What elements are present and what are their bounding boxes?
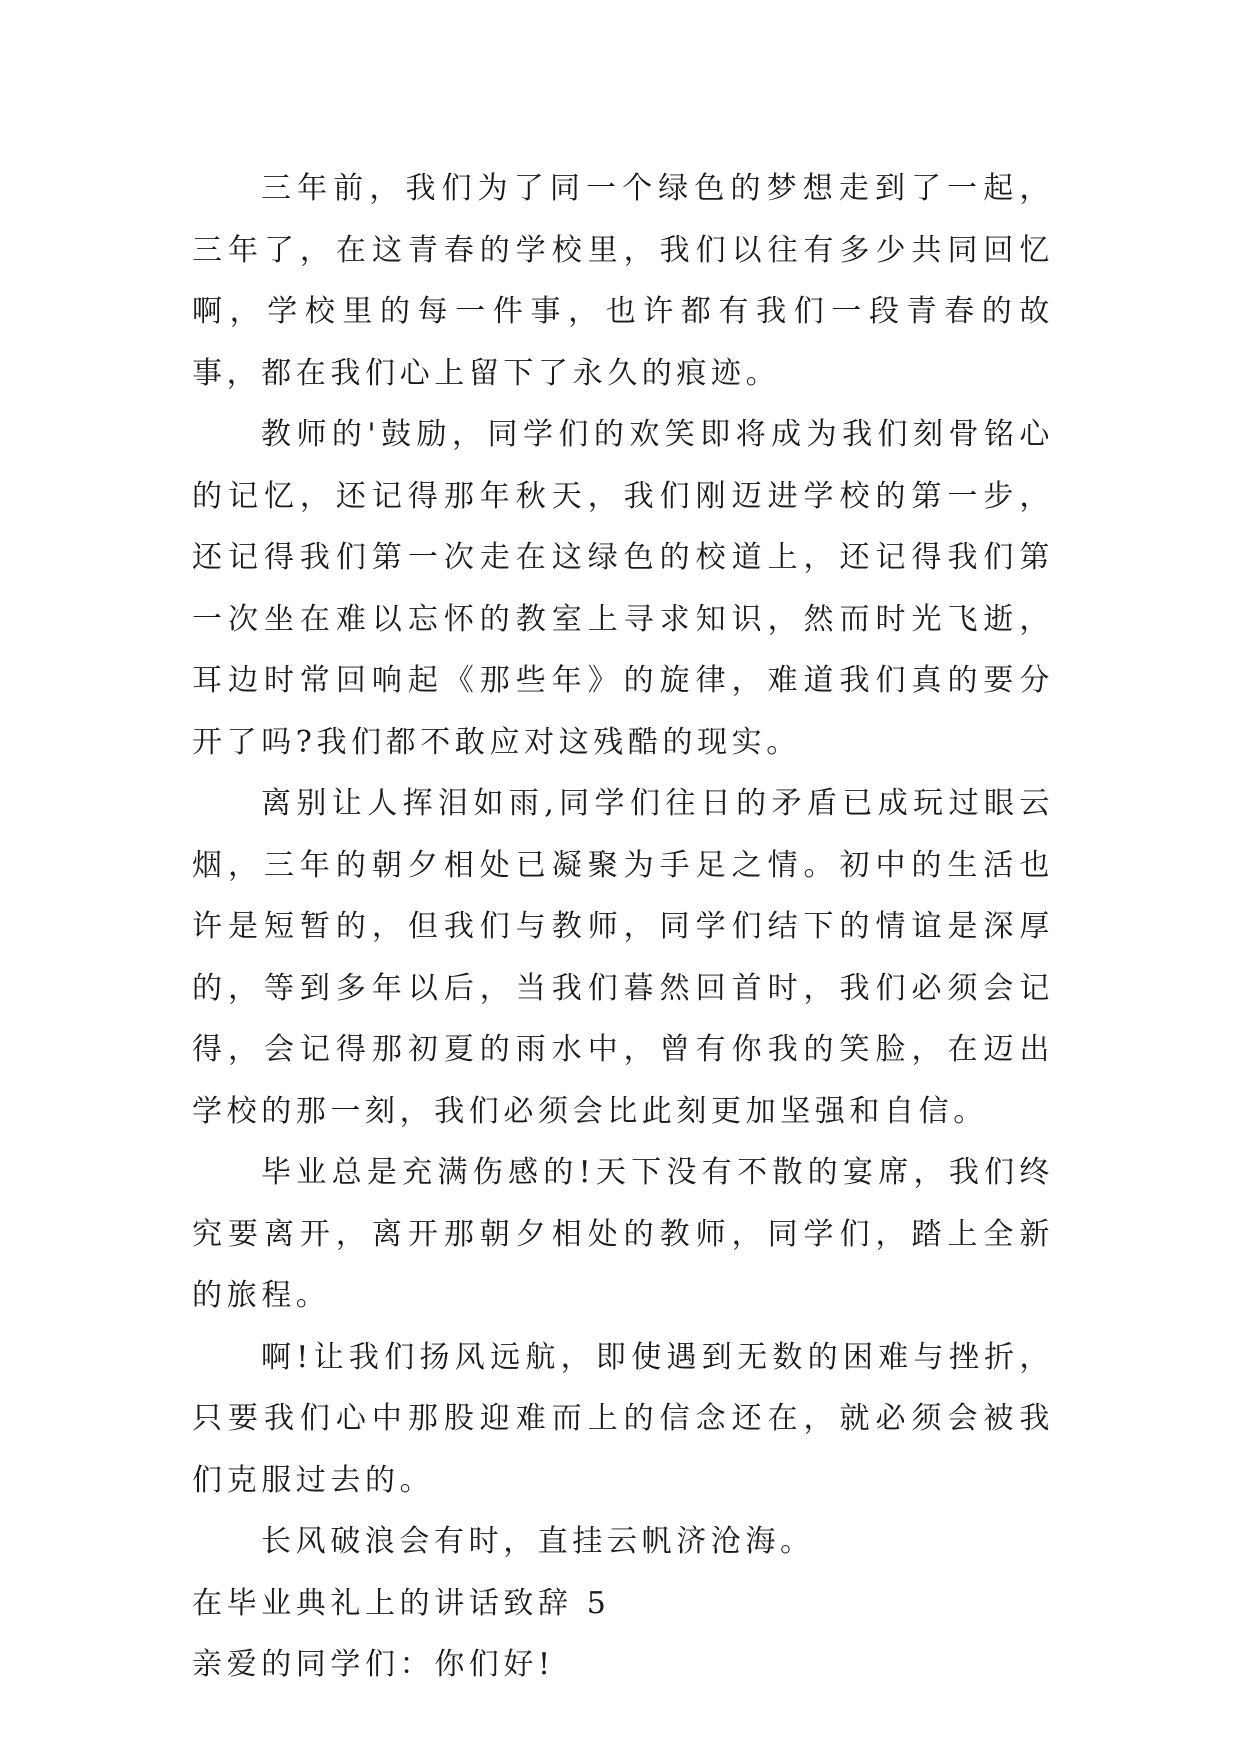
paragraph-1: 三年前，我们为了同一个绿色的梦想走到了一起，三年了，在这青春的学校里，我们以往有多少共同回忆啊，学校里的每一件事，也许都有我们一段青春的故事，都在我们心上留下了永久的痕迹。 xyxy=(192,171,1054,391)
paragraph-6: 长风破浪会有时，直挂云帆济沧海。 xyxy=(261,1524,815,1559)
paragraph-2: 教师的'鼓励，同学们的欢笑即将成为我们刻骨铭心的记忆，还记得那年秋天，我们刚迈进学校的第一步，还记得我们第一次走在这绿色的校道上，还记得我们第一次坐在难以忘怀的教室上寻求知识，然而时光飞逝，耳边时常回响起《那些年》的旋律，难道我们真的要分开了吗?我们都不敢应对这残酷的现实。 xyxy=(192,417,1054,760)
salutation: 亲爱的同学们：你们好! xyxy=(192,1647,555,1682)
paragraph-4: 毕业总是充满伤感的!天下没有不散的宴席，我们终究要离开，离开那朝夕相处的教师，同学们，踏上全新的旅程。 xyxy=(192,1155,1054,1313)
paragraph-3: 离别让人挥泪如雨,同学们往日的矛盾已成玩过眼云烟，三年的朝夕相处已凝聚为手足之情。初中的生活也许是短暂的，但我们与教师，同学们结下的情谊是深厚的，等到多年以后，当我们暮然回首时，我们必须会记得，会记得那初夏的雨水中，曾有你我的笑脸，在迈出学校的那一刻，我们必须会比此刻更加坚强和自信。 xyxy=(192,786,1054,1129)
document-body xyxy=(192,158,1054,1696)
section-heading: 在毕业典礼上的讲话致辞 5 xyxy=(192,1585,611,1621)
paragraph-5: 啊!让我们扬风远航，即使遇到无数的困难与挫折，只要我们心中那股迎难而上的信念还在，就必须会被我们克服过去的。 xyxy=(192,1339,1054,1498)
